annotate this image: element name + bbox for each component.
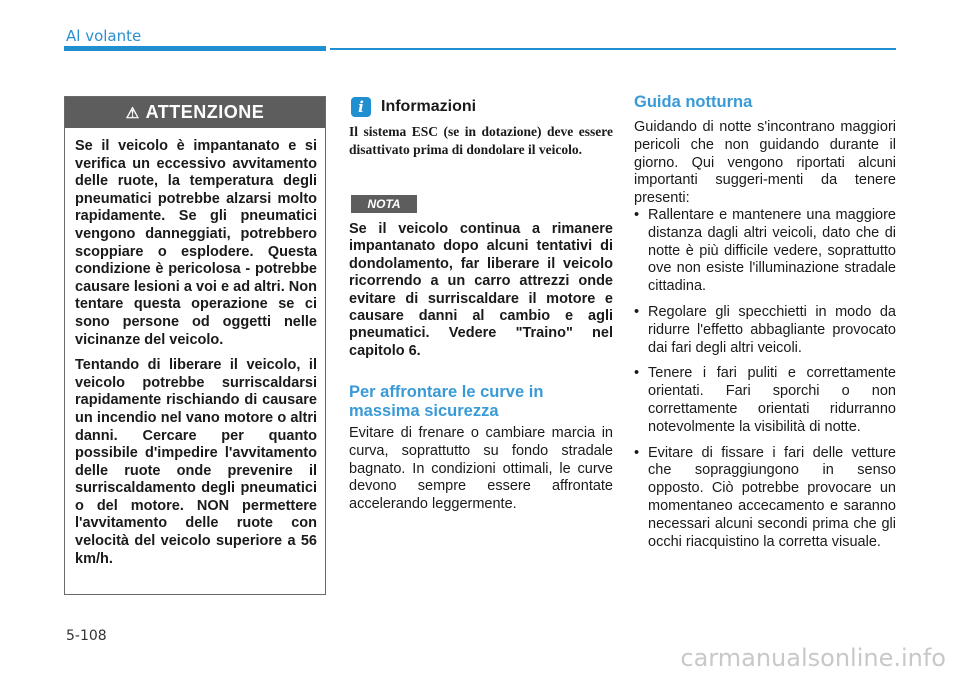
night-intro: Guidando di notte s'incontrano maggiori pericoli che non guidando durante il giorno. Qui vengono riportati alcuni importanti suggeri-menti da tenere presenti: — [634, 119, 896, 207]
list-item — [634, 304, 896, 357]
header-rule-thin — [330, 48, 896, 50]
list-item — [634, 365, 896, 436]
warning-triangle-icon: ⚠ — [125, 104, 140, 122]
list-item — [634, 207, 896, 296]
info-icon: i — [351, 97, 371, 117]
list-item-text: Rallentare e mantenere una maggiore distanza dagli altri veicoli, dato che di notte è più difficile vedere, soprattutto ove non esiste l'illuminazione stradale cittadina. — [648, 207, 896, 295]
warning-body — [65, 128, 325, 568]
list-item — [634, 445, 896, 552]
warning-title: ATTENZIONE — [145, 102, 265, 122]
page-number: 5-108 — [66, 628, 107, 644]
watermark: carmanualsonline.info — [680, 644, 946, 672]
warning-paragraph: Se il veicolo è impantanato e si verifica un eccessivo avvitamento delle ruote, la temperatura degli pneumatici potrebbe alzarsi molto rapidamente. Se gli pneumatici vengono danneggiati, potrebbero scoppiare o esplodere. Questa condizione è pericolosa - potrebbe causare lesioni a voi e ad altri. Non tentare questa operazione se ci sono persone od oggetti nelle vicinanze del veicolo. — [75, 138, 317, 348]
header-rule-thick — [64, 46, 326, 51]
nota-text: Se il veicolo continua a rimanere impantanato dopo alcuni tentativi di dondolamento, far liberare il veicolo ricorrendo a un carro attrezzi onde evitare di surriscaldare il motore e causare danni al cambio e agli pneumatici. Vedere "Traino" nel capitolo 6. — [349, 221, 613, 359]
curves-heading: Per affrontare le curve in massima sicurezza — [349, 383, 544, 420]
night-tips-list — [634, 207, 896, 559]
list-item-text: Evitare di fissare i fari delle vetture che sopraggiungono in senso opposto. Ciò potrebbe provocare un momentaneo accecamento e saranno necessari alcuni secondi prima che gli occhi riacquistino la corretta visuale. — [648, 444, 896, 550]
nota-badge: NOTA — [351, 195, 417, 213]
night-heading: Guida notturna — [634, 93, 753, 111]
bullet: • — [634, 365, 640, 382]
warning-header — [65, 97, 325, 128]
list-item-text: Tenere i fari puliti e correttamente orientati. Fari sporchi o non correttamente orientati ridurranno notevolmente la visibilità di notte. — [648, 365, 896, 435]
warning-box — [64, 96, 326, 595]
list-item-text: Regolare gli specchietti in modo da ridurre l'effetto abbagliante provocato dai fari degli altri veicoli. — [648, 303, 896, 356]
info-header — [351, 97, 476, 117]
info-title: Informazioni — [381, 98, 477, 115]
curves-text: Evitare di frenare o cambiare marcia in curva, soprattutto su fondo stradale bagnato. In condizioni ottimali, le curve devono sempre essere affrontate accelerando leggermente. — [349, 425, 613, 513]
warning-paragraph: Tentando di liberare il veicolo, il veicolo potrebbe surriscaldarsi rapidamente rischiando di causare un incendio nel vano motore o altri danni. Cercare per quanto possibile d'impedire l'avvitamento delle ruote onde prevenire il surriscaldamento degli pneumatici o del motore. NON permettere l'avvitamento delle ruote con velocità del veicolo superiore a 56 km/h. — [75, 357, 317, 567]
bullet: • — [634, 303, 640, 320]
section-title: Al volante — [66, 27, 142, 45]
bullet: • — [634, 207, 640, 223]
info-text: Il sistema ESC (se in dotazione) deve essere disattivato prima di dondolare il veicolo. — [349, 124, 613, 157]
bullet: • — [634, 444, 640, 461]
